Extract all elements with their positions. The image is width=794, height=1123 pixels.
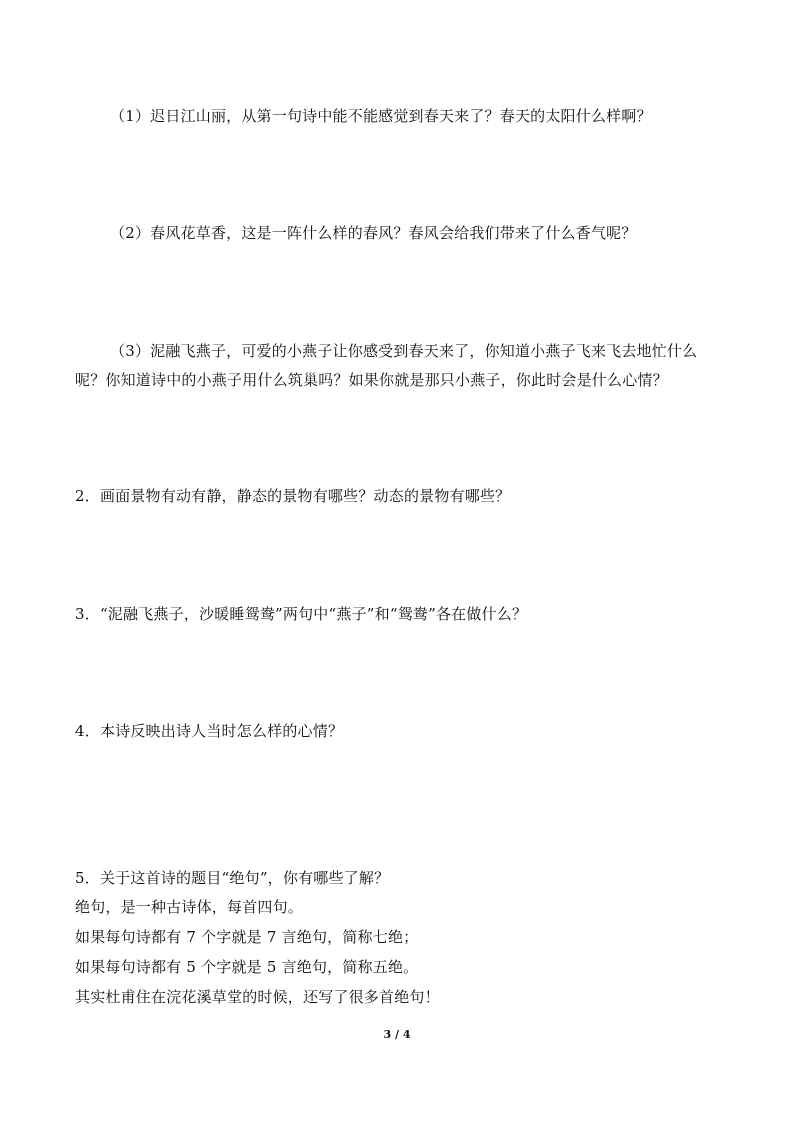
question-1-2: （2）春风花草香，这是一阵什么样的春风？春风会给我们带来了什么香气呢？: [110, 224, 637, 242]
question-1-3-line2: 呢？你知道诗中的小燕子用什么筑巢吗？如果你就是那只小燕子，你此时会是什么心情？: [75, 371, 668, 389]
question-1-3-line1: （3）泥融飞燕子，可爱的小燕子让你感受到春天来了，你知道小燕子飞来飞去地忙什么: [110, 342, 698, 360]
note-line-2: 如果每句诗都有 7 个字就是 7 言绝句，简称七绝；: [75, 928, 419, 946]
note-line-3: 如果每句诗都有 5 个字就是 5 言绝句，简称五绝。: [75, 958, 419, 976]
question-3: 3．“泥融飞燕子，沙暖睡鸳鸯”两句中“燕子”和“鸳鸯”各在做什么？: [75, 605, 528, 623]
page-number: 3 / 4: [383, 1028, 411, 1041]
question-5: 5．关于这首诗的题目“绝句”，你有哪些了解？: [75, 869, 390, 887]
question-1-1: （1）迟日江山丽，从第一句诗中能不能感觉到春天来了？春天的太阳什么样啊？: [110, 107, 652, 125]
note-line-4: 其实杜甫住在浣花溪草堂的时候，还写了很多首绝句！: [75, 988, 440, 1006]
question-2: 2．画面景物有动有静，静态的景物有哪些？动态的景物有哪些？: [75, 487, 511, 505]
note-line-1: 绝句，是一种古诗体，每首四句。: [75, 898, 304, 916]
question-4: 4．本诗反映出诗人当时怎么样的心情？: [75, 722, 344, 740]
